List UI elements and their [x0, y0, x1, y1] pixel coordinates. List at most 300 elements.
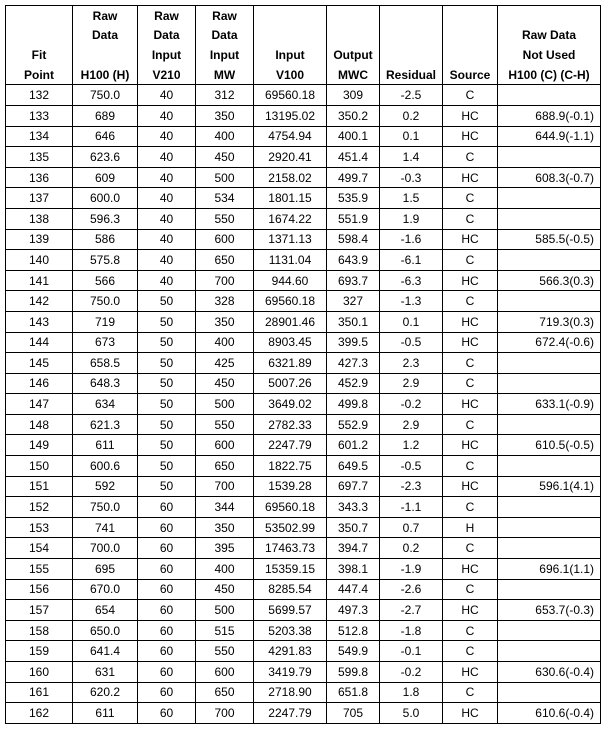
cell-fit-point: 155: [6, 559, 73, 580]
table-row: [6, 517, 601, 538]
cell-v100: 1539.28: [254, 476, 327, 497]
cell-mw: 500: [196, 600, 254, 621]
cell-h100-h: 670.0: [73, 579, 138, 600]
table-row: [6, 476, 601, 497]
cell-mw: 534: [196, 188, 254, 209]
cell-h100-c: [498, 641, 601, 662]
cell-h100-h: 596.3: [73, 208, 138, 229]
cell-residual: 1.5: [380, 188, 443, 209]
cell-fit-point: 141: [6, 270, 73, 291]
cell-mw: 425: [196, 353, 254, 374]
cell-residual: -1.9: [380, 559, 443, 580]
cell-h100-c: 644.9(-1.1): [498, 126, 601, 147]
header-row: [6, 26, 601, 46]
cell-mwc: 427.3: [327, 353, 380, 374]
cell-v210: 40: [138, 167, 196, 188]
cell-h100-h: 586: [73, 229, 138, 250]
cell-residual: 1.2: [380, 435, 443, 456]
cell-v100: 15359.15: [254, 559, 327, 580]
cell-mwc: 452.9: [327, 373, 380, 394]
cell-mw: 550: [196, 414, 254, 435]
cell-source: C: [443, 208, 498, 229]
header-cell-residual: [380, 26, 443, 46]
table-row: [6, 394, 601, 415]
cell-source: HC: [443, 332, 498, 353]
cell-v210: 60: [138, 517, 196, 538]
cell-source: C: [443, 682, 498, 703]
cell-v210: 40: [138, 229, 196, 250]
cell-mwc: 327: [327, 291, 380, 312]
cell-v100: 69560.18: [254, 497, 327, 518]
cell-h100-c: [498, 538, 601, 559]
cell-h100-c: [498, 682, 601, 703]
cell-h100-c: 688.9(-0.1): [498, 105, 601, 126]
cell-v100: 69560.18: [254, 291, 327, 312]
cell-v100: 3649.02: [254, 394, 327, 415]
cell-h100-h: 648.3: [73, 373, 138, 394]
cell-residual: -0.5: [380, 456, 443, 477]
cell-fit-point: 162: [6, 703, 73, 724]
header-cell-h100-h: Raw: [73, 6, 138, 26]
cell-source: C: [443, 85, 498, 106]
table-row: [6, 188, 601, 209]
cell-v100: 8903.45: [254, 332, 327, 353]
cell-v210: 50: [138, 476, 196, 497]
cell-fit-point: 137: [6, 188, 73, 209]
cell-v100: 3419.79: [254, 662, 327, 683]
cell-mw: 350: [196, 105, 254, 126]
header-cell-fit-point: [6, 26, 73, 46]
cell-v210: 50: [138, 414, 196, 435]
cell-v210: 50: [138, 394, 196, 415]
cell-v100: 2920.41: [254, 147, 327, 168]
cell-v100: 1371.13: [254, 229, 327, 250]
cell-residual: 0.1: [380, 311, 443, 332]
header-cell-residual: [380, 6, 443, 26]
cell-v210: 60: [138, 538, 196, 559]
cell-residual: 0.7: [380, 517, 443, 538]
cell-h100-h: 634: [73, 394, 138, 415]
cell-h100-h: 611: [73, 435, 138, 456]
cell-residual: -6.1: [380, 250, 443, 271]
cell-h100-c: 633.1(-0.9): [498, 394, 601, 415]
cell-mwc: 651.8: [327, 682, 380, 703]
cell-h100-c: [498, 456, 601, 477]
cell-mw: 650: [196, 250, 254, 271]
header-cell-v210: Raw: [138, 6, 196, 26]
cell-v210: 50: [138, 353, 196, 374]
table-row: [6, 167, 601, 188]
cell-source: C: [443, 291, 498, 312]
header-cell-v210: Data: [138, 26, 196, 46]
cell-h100-h: 654: [73, 600, 138, 621]
cell-h100-h: 700.0: [73, 538, 138, 559]
cell-residual: 1.9: [380, 208, 443, 229]
table-row: [6, 620, 601, 641]
table-row: [6, 497, 601, 518]
cell-fit-point: 144: [6, 332, 73, 353]
cell-source: HC: [443, 167, 498, 188]
header-row: [6, 45, 601, 65]
cell-source: C: [443, 414, 498, 435]
cell-h100-h: 750.0: [73, 291, 138, 312]
cell-h100-h: 575.8: [73, 250, 138, 271]
header-cell-fit-point: [6, 6, 73, 26]
table-row: [6, 147, 601, 168]
cell-h100-c: [498, 250, 601, 271]
cell-v100: 4291.83: [254, 641, 327, 662]
cell-mwc: 552.9: [327, 414, 380, 435]
cell-residual: 0.2: [380, 538, 443, 559]
cell-mw: 515: [196, 620, 254, 641]
cell-mw: 550: [196, 641, 254, 662]
header-cell-v210: V210: [138, 65, 196, 85]
cell-v100: 1822.75: [254, 456, 327, 477]
cell-h100-h: 641.4: [73, 641, 138, 662]
cell-h100-h: 609: [73, 167, 138, 188]
table-row: [6, 270, 601, 291]
cell-fit-point: 143: [6, 311, 73, 332]
cell-source: C: [443, 373, 498, 394]
cell-source: HC: [443, 703, 498, 724]
header-cell-source: [443, 6, 498, 26]
cell-source: C: [443, 147, 498, 168]
cell-source: C: [443, 538, 498, 559]
table-row: [6, 559, 601, 580]
cell-v100: 2247.79: [254, 703, 327, 724]
cell-fit-point: 142: [6, 291, 73, 312]
cell-v100: 1801.15: [254, 188, 327, 209]
table-row: [6, 126, 601, 147]
cell-residual: -0.5: [380, 332, 443, 353]
cell-source: HC: [443, 105, 498, 126]
cell-mwc: 535.9: [327, 188, 380, 209]
table-body: [6, 85, 601, 723]
header-cell-v100: V100: [254, 65, 327, 85]
cell-mw: 400: [196, 126, 254, 147]
cell-v210: 40: [138, 208, 196, 229]
header-row: [6, 65, 601, 85]
header-cell-h100-h: [73, 45, 138, 65]
cell-fit-point: 161: [6, 682, 73, 703]
header-cell-h100-h: H100 (H): [73, 65, 138, 85]
cell-source: HC: [443, 126, 498, 147]
cell-v100: 5007.26: [254, 373, 327, 394]
cell-mwc: 497.3: [327, 600, 380, 621]
header-cell-h100-c: Raw Data: [498, 26, 601, 46]
cell-h100-h: 750.0: [73, 85, 138, 106]
cell-fit-point: 160: [6, 662, 73, 683]
cell-fit-point: 134: [6, 126, 73, 147]
table-row: [6, 208, 601, 229]
cell-mwc: 598.4: [327, 229, 380, 250]
cell-source: C: [443, 620, 498, 641]
header-cell-residual: Residual: [380, 65, 443, 85]
header-cell-mw: Data: [196, 26, 254, 46]
cell-mwc: 601.2: [327, 435, 380, 456]
table-row: [6, 229, 601, 250]
header-cell-source: Source: [443, 65, 498, 85]
cell-v210: 60: [138, 620, 196, 641]
cell-v210: 40: [138, 147, 196, 168]
cell-v100: 69560.18: [254, 85, 327, 106]
cell-v210: 40: [138, 250, 196, 271]
cell-source: C: [443, 250, 498, 271]
cell-v210: 60: [138, 662, 196, 683]
cell-mw: 650: [196, 456, 254, 477]
cell-h100-h: 741: [73, 517, 138, 538]
table-row: [6, 85, 601, 106]
cell-mw: 450: [196, 373, 254, 394]
cell-v210: 40: [138, 270, 196, 291]
cell-h100-c: [498, 497, 601, 518]
cell-h100-h: 611: [73, 703, 138, 724]
cell-fit-point: 151: [6, 476, 73, 497]
cell-h100-h: 750.0: [73, 497, 138, 518]
cell-source: HC: [443, 270, 498, 291]
cell-h100-c: [498, 208, 601, 229]
cell-mw: 400: [196, 559, 254, 580]
cell-h100-c: 585.5(-0.5): [498, 229, 601, 250]
cell-source: HC: [443, 662, 498, 683]
cell-residual: 5.0: [380, 703, 443, 724]
header-cell-h100-c: [498, 6, 601, 26]
cell-v210: 60: [138, 641, 196, 662]
cell-h100-c: 610.5(-0.5): [498, 435, 601, 456]
cell-v210: 40: [138, 85, 196, 106]
cell-fit-point: 132: [6, 85, 73, 106]
cell-v210: 50: [138, 332, 196, 353]
cell-fit-point: 152: [6, 497, 73, 518]
cell-v100: 2247.79: [254, 435, 327, 456]
cell-mw: 600: [196, 435, 254, 456]
cell-mw: 400: [196, 332, 254, 353]
header-cell-mw: Raw: [196, 6, 254, 26]
cell-fit-point: 140: [6, 250, 73, 271]
header-cell-mwc: MWC: [327, 65, 380, 85]
cell-v210: 50: [138, 373, 196, 394]
cell-fit-point: 145: [6, 353, 73, 374]
cell-v210: 60: [138, 600, 196, 621]
cell-fit-point: 153: [6, 517, 73, 538]
table-row: [6, 641, 601, 662]
cell-residual: -2.6: [380, 579, 443, 600]
cell-v100: 6321.89: [254, 353, 327, 374]
cell-v210: 50: [138, 311, 196, 332]
header-cell-v100: [254, 26, 327, 46]
cell-h100-h: 620.2: [73, 682, 138, 703]
cell-h100-h: 719: [73, 311, 138, 332]
cell-h100-c: [498, 188, 601, 209]
cell-source: C: [443, 456, 498, 477]
cell-v210: 60: [138, 559, 196, 580]
table-row: [6, 414, 601, 435]
cell-mw: 500: [196, 394, 254, 415]
cell-residual: -2.5: [380, 85, 443, 106]
cell-residual: -0.3: [380, 167, 443, 188]
cell-h100-c: 653.7(-0.3): [498, 600, 601, 621]
cell-residual: -1.3: [380, 291, 443, 312]
cell-fit-point: 139: [6, 229, 73, 250]
header-cell-v100: [254, 6, 327, 26]
cell-residual: -2.3: [380, 476, 443, 497]
cell-residual: 2.9: [380, 414, 443, 435]
cell-h100-c: [498, 414, 601, 435]
cell-mw: 700: [196, 476, 254, 497]
header-cell-v210: Input: [138, 45, 196, 65]
cell-source: HC: [443, 394, 498, 415]
cell-h100-h: 600.6: [73, 456, 138, 477]
header-cell-residual: [380, 45, 443, 65]
cell-source: C: [443, 188, 498, 209]
cell-mw: 395: [196, 538, 254, 559]
cell-mwc: 551.9: [327, 208, 380, 229]
table-row: [6, 435, 601, 456]
cell-mwc: 400.1: [327, 126, 380, 147]
cell-v100: 28901.46: [254, 311, 327, 332]
cell-fit-point: 135: [6, 147, 73, 168]
cell-mw: 650: [196, 682, 254, 703]
cell-mwc: 398.1: [327, 559, 380, 580]
cell-residual: -2.7: [380, 600, 443, 621]
cell-mw: 600: [196, 229, 254, 250]
header-cell-h100-c: H100 (C) (C-H): [498, 65, 601, 85]
cell-v100: 944.60: [254, 270, 327, 291]
cell-v100: 2718.90: [254, 682, 327, 703]
cell-mwc: 693.7: [327, 270, 380, 291]
cell-v100: 4754.94: [254, 126, 327, 147]
cell-mwc: 350.2: [327, 105, 380, 126]
cell-h100-c: [498, 291, 601, 312]
cell-h100-c: [498, 620, 601, 641]
cell-v100: 8285.54: [254, 579, 327, 600]
header-cell-mw: MW: [196, 65, 254, 85]
table-row: [6, 353, 601, 374]
cell-fit-point: 150: [6, 456, 73, 477]
header-cell-mwc: [327, 26, 380, 46]
cell-fit-point: 147: [6, 394, 73, 415]
table-row: [6, 682, 601, 703]
header-cell-fit-point: Fit: [6, 45, 73, 65]
table-row: [6, 311, 601, 332]
cell-mwc: 512.8: [327, 620, 380, 641]
cell-residual: 1.4: [380, 147, 443, 168]
table-row: [6, 662, 601, 683]
cell-v210: 40: [138, 105, 196, 126]
cell-mwc: 643.9: [327, 250, 380, 271]
cell-source: HC: [443, 559, 498, 580]
cell-source: C: [443, 497, 498, 518]
cell-h100-h: 600.0: [73, 188, 138, 209]
table-row: [6, 538, 601, 559]
cell-h100-c: [498, 373, 601, 394]
cell-residual: 2.3: [380, 353, 443, 374]
cell-fit-point: 138: [6, 208, 73, 229]
cell-source: HC: [443, 311, 498, 332]
cell-residual: 1.8: [380, 682, 443, 703]
cell-h100-c: [498, 85, 601, 106]
cell-v100: 2158.02: [254, 167, 327, 188]
table-row: [6, 703, 601, 724]
cell-h100-c: 596.1(4.1): [498, 476, 601, 497]
cell-mwc: 451.4: [327, 147, 380, 168]
cell-h100-c: 672.4(-0.6): [498, 332, 601, 353]
table-row: [6, 373, 601, 394]
cell-h100-c: 566.3(0.3): [498, 270, 601, 291]
table-row: [6, 291, 601, 312]
cell-mwc: 705: [327, 703, 380, 724]
cell-h100-c: [498, 517, 601, 538]
cell-mw: 600: [196, 662, 254, 683]
cell-v210: 50: [138, 456, 196, 477]
cell-h100-h: 592: [73, 476, 138, 497]
cell-fit-point: 157: [6, 600, 73, 621]
header-cell-mwc: Output: [327, 45, 380, 65]
cell-h100-c: [498, 147, 601, 168]
cell-mw: 344: [196, 497, 254, 518]
cell-v210: 60: [138, 579, 196, 600]
cell-residual: -6.3: [380, 270, 443, 291]
cell-h100-h: 631: [73, 662, 138, 683]
header-cell-h100-c: Not Used: [498, 45, 601, 65]
table-row: [6, 579, 601, 600]
cell-source: C: [443, 641, 498, 662]
cell-h100-c: 610.6(-0.4): [498, 703, 601, 724]
cell-mw: 312: [196, 85, 254, 106]
table-row: [6, 105, 601, 126]
header-cell-source: [443, 26, 498, 46]
table-row: [6, 600, 601, 621]
cell-residual: -1.6: [380, 229, 443, 250]
cell-h100-c: 630.6(-0.4): [498, 662, 601, 683]
cell-mwc: 499.8: [327, 394, 380, 415]
header-cell-mwc: [327, 6, 380, 26]
cell-fit-point: 154: [6, 538, 73, 559]
cell-v210: 60: [138, 703, 196, 724]
cell-mw: 500: [196, 167, 254, 188]
cell-mw: 700: [196, 270, 254, 291]
cell-v100: 5203.38: [254, 620, 327, 641]
cell-h100-h: 658.5: [73, 353, 138, 374]
cell-h100-h: 650.0: [73, 620, 138, 641]
cell-v100: 53502.99: [254, 517, 327, 538]
cell-source: HC: [443, 435, 498, 456]
cell-mw: 350: [196, 517, 254, 538]
cell-h100-h: 695: [73, 559, 138, 580]
cell-v210: 50: [138, 435, 196, 456]
cell-h100-c: 719.3(0.3): [498, 311, 601, 332]
header-cell-source: [443, 45, 498, 65]
cell-h100-c: [498, 579, 601, 600]
cell-fit-point: 148: [6, 414, 73, 435]
cell-mw: 700: [196, 703, 254, 724]
table-row: [6, 456, 601, 477]
table-row: [6, 250, 601, 271]
cell-residual: 0.1: [380, 126, 443, 147]
cell-residual: 2.9: [380, 373, 443, 394]
cell-h100-h: 689: [73, 105, 138, 126]
cell-v210: 60: [138, 497, 196, 518]
header-cell-mw: Input: [196, 45, 254, 65]
header-cell-fit-point: Point: [6, 65, 73, 85]
header-cell-v100: Input: [254, 45, 327, 65]
cell-residual: -1.1: [380, 497, 443, 518]
cell-fit-point: 158: [6, 620, 73, 641]
cell-residual: 0.2: [380, 105, 443, 126]
cell-mwc: 499.7: [327, 167, 380, 188]
cell-mwc: 394.7: [327, 538, 380, 559]
cell-source: HC: [443, 476, 498, 497]
